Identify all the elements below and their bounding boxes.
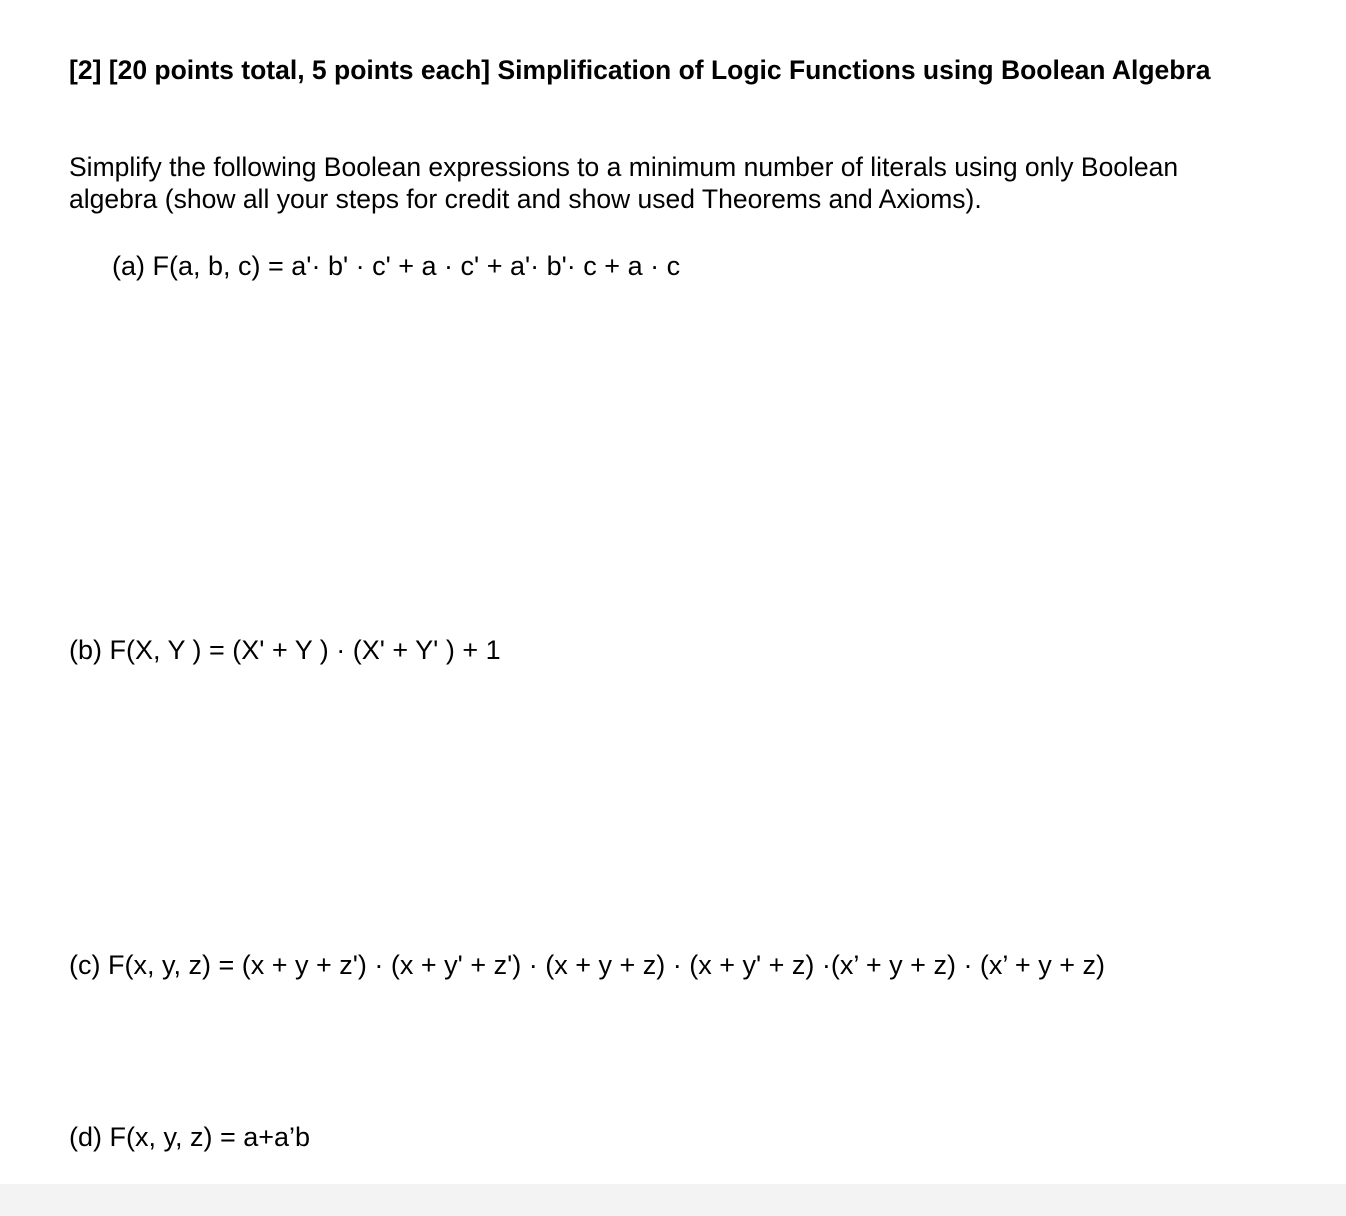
problem-d: (d) F(x, y, z) = a+a’b: [69, 1122, 311, 1152]
viewer-bottom-gutter: [0, 1184, 1346, 1216]
problem-a: (a) F(a, b, c) = a'· b' · c' + a · c' + a'· b'· c + a · c: [112, 251, 681, 281]
problem-c: (c) F(x, y, z) = (x + y + z') · (x + y' + z') · (x + y + z) · (x + y' + z) ·(x’ + y + z) · (x’ + y + z): [69, 950, 1105, 980]
instructions-text: Simplify the following Boolean expressions to a minimum number of literals using only Boolean algebra (show all your steps for credit and show used Theorems and Axioms).: [69, 152, 1179, 214]
problem-b: (b) F(X, Y ) = (X' + Y ) · (X' + Y' ) + 1: [69, 635, 501, 665]
section-heading: [2] [20 points total, 5 points each] Simplification of Logic Functions using Boolean Algebra: [69, 55, 1211, 85]
